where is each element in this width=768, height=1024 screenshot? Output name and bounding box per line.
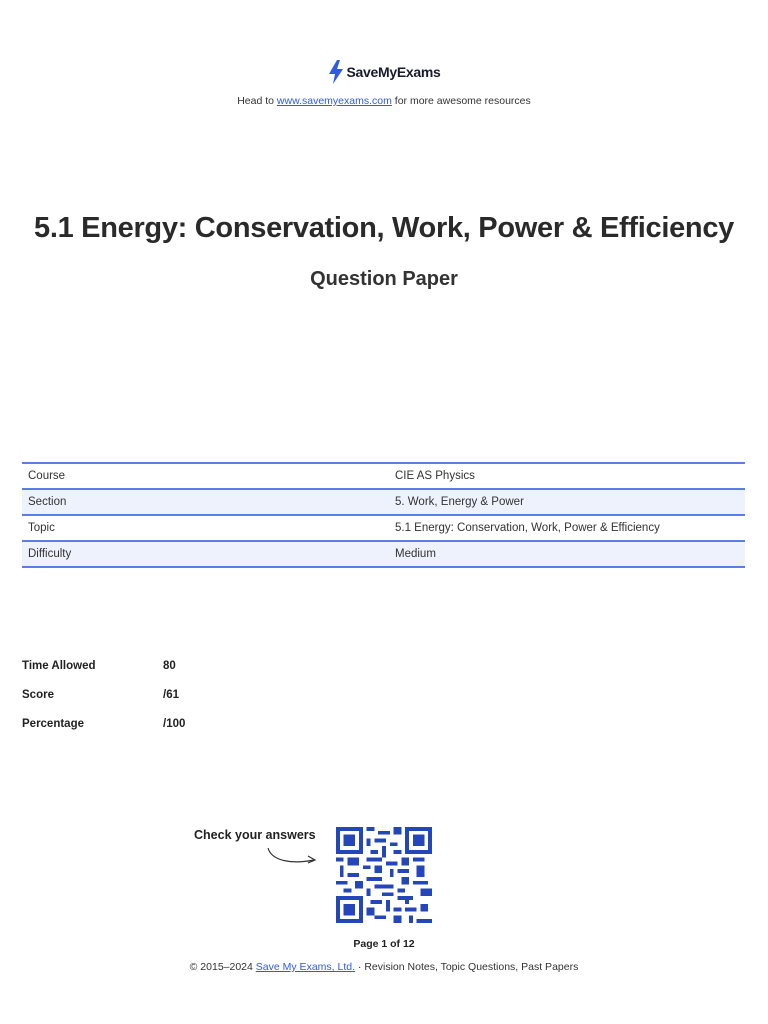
brand-name: SaveMyExams [346,64,441,80]
stat-label: Percentage [22,718,85,730]
website-link[interactable]: www.savemyexams.com [276,95,392,107]
info-table [22,462,745,568]
row-value: CIE AS Physics [389,463,745,489]
copyright-text: © 2015–2024 [189,961,253,973]
row-label: Difficulty [22,541,389,567]
stat-score [22,689,185,718]
check-answers-label: Check your answers [194,828,316,842]
table-row [22,489,745,515]
footer-tagline: · Revision Notes, Topic Questions, Past Papers [357,961,579,973]
table-row [22,515,745,541]
stat-percentage [22,718,185,747]
stat-label: Score [22,689,54,701]
row-value: 5. Work, Energy & Power [389,489,745,515]
stat-value: /100 [163,718,186,730]
stats-block [22,660,185,747]
row-value: Medium [389,541,745,567]
tagline-suffix: for more awesome resources [394,95,531,107]
stat-value: 80 [163,660,176,672]
table-row [22,463,745,489]
page-number: Page 1 of 12 [353,938,415,950]
tagline [0,95,768,107]
tagline-prefix: Head to [237,95,274,107]
stat-value: /61 [163,689,179,701]
row-value: 5.1 Energy: Conservation, Work, Power & Efficiency [389,515,745,541]
row-label: Course [22,463,389,489]
row-label: Section [22,489,389,515]
row-label: Topic [22,515,389,541]
footer [0,961,768,973]
company-link[interactable]: Save My Exams, Ltd. [255,961,355,973]
stat-label: Time Allowed [22,660,96,672]
lightning-bolt-icon [328,60,344,84]
page-subtitle: Question Paper [310,268,458,290]
table-row [22,541,745,567]
page-title: 5.1 Energy: Conservation, Work, Power & Efficiency [33,212,734,244]
qr-code-icon[interactable] [336,827,432,923]
header [0,60,768,107]
brand-logo[interactable] [328,60,441,84]
curved-arrow-icon [264,846,320,868]
stat-time-allowed [22,660,185,689]
